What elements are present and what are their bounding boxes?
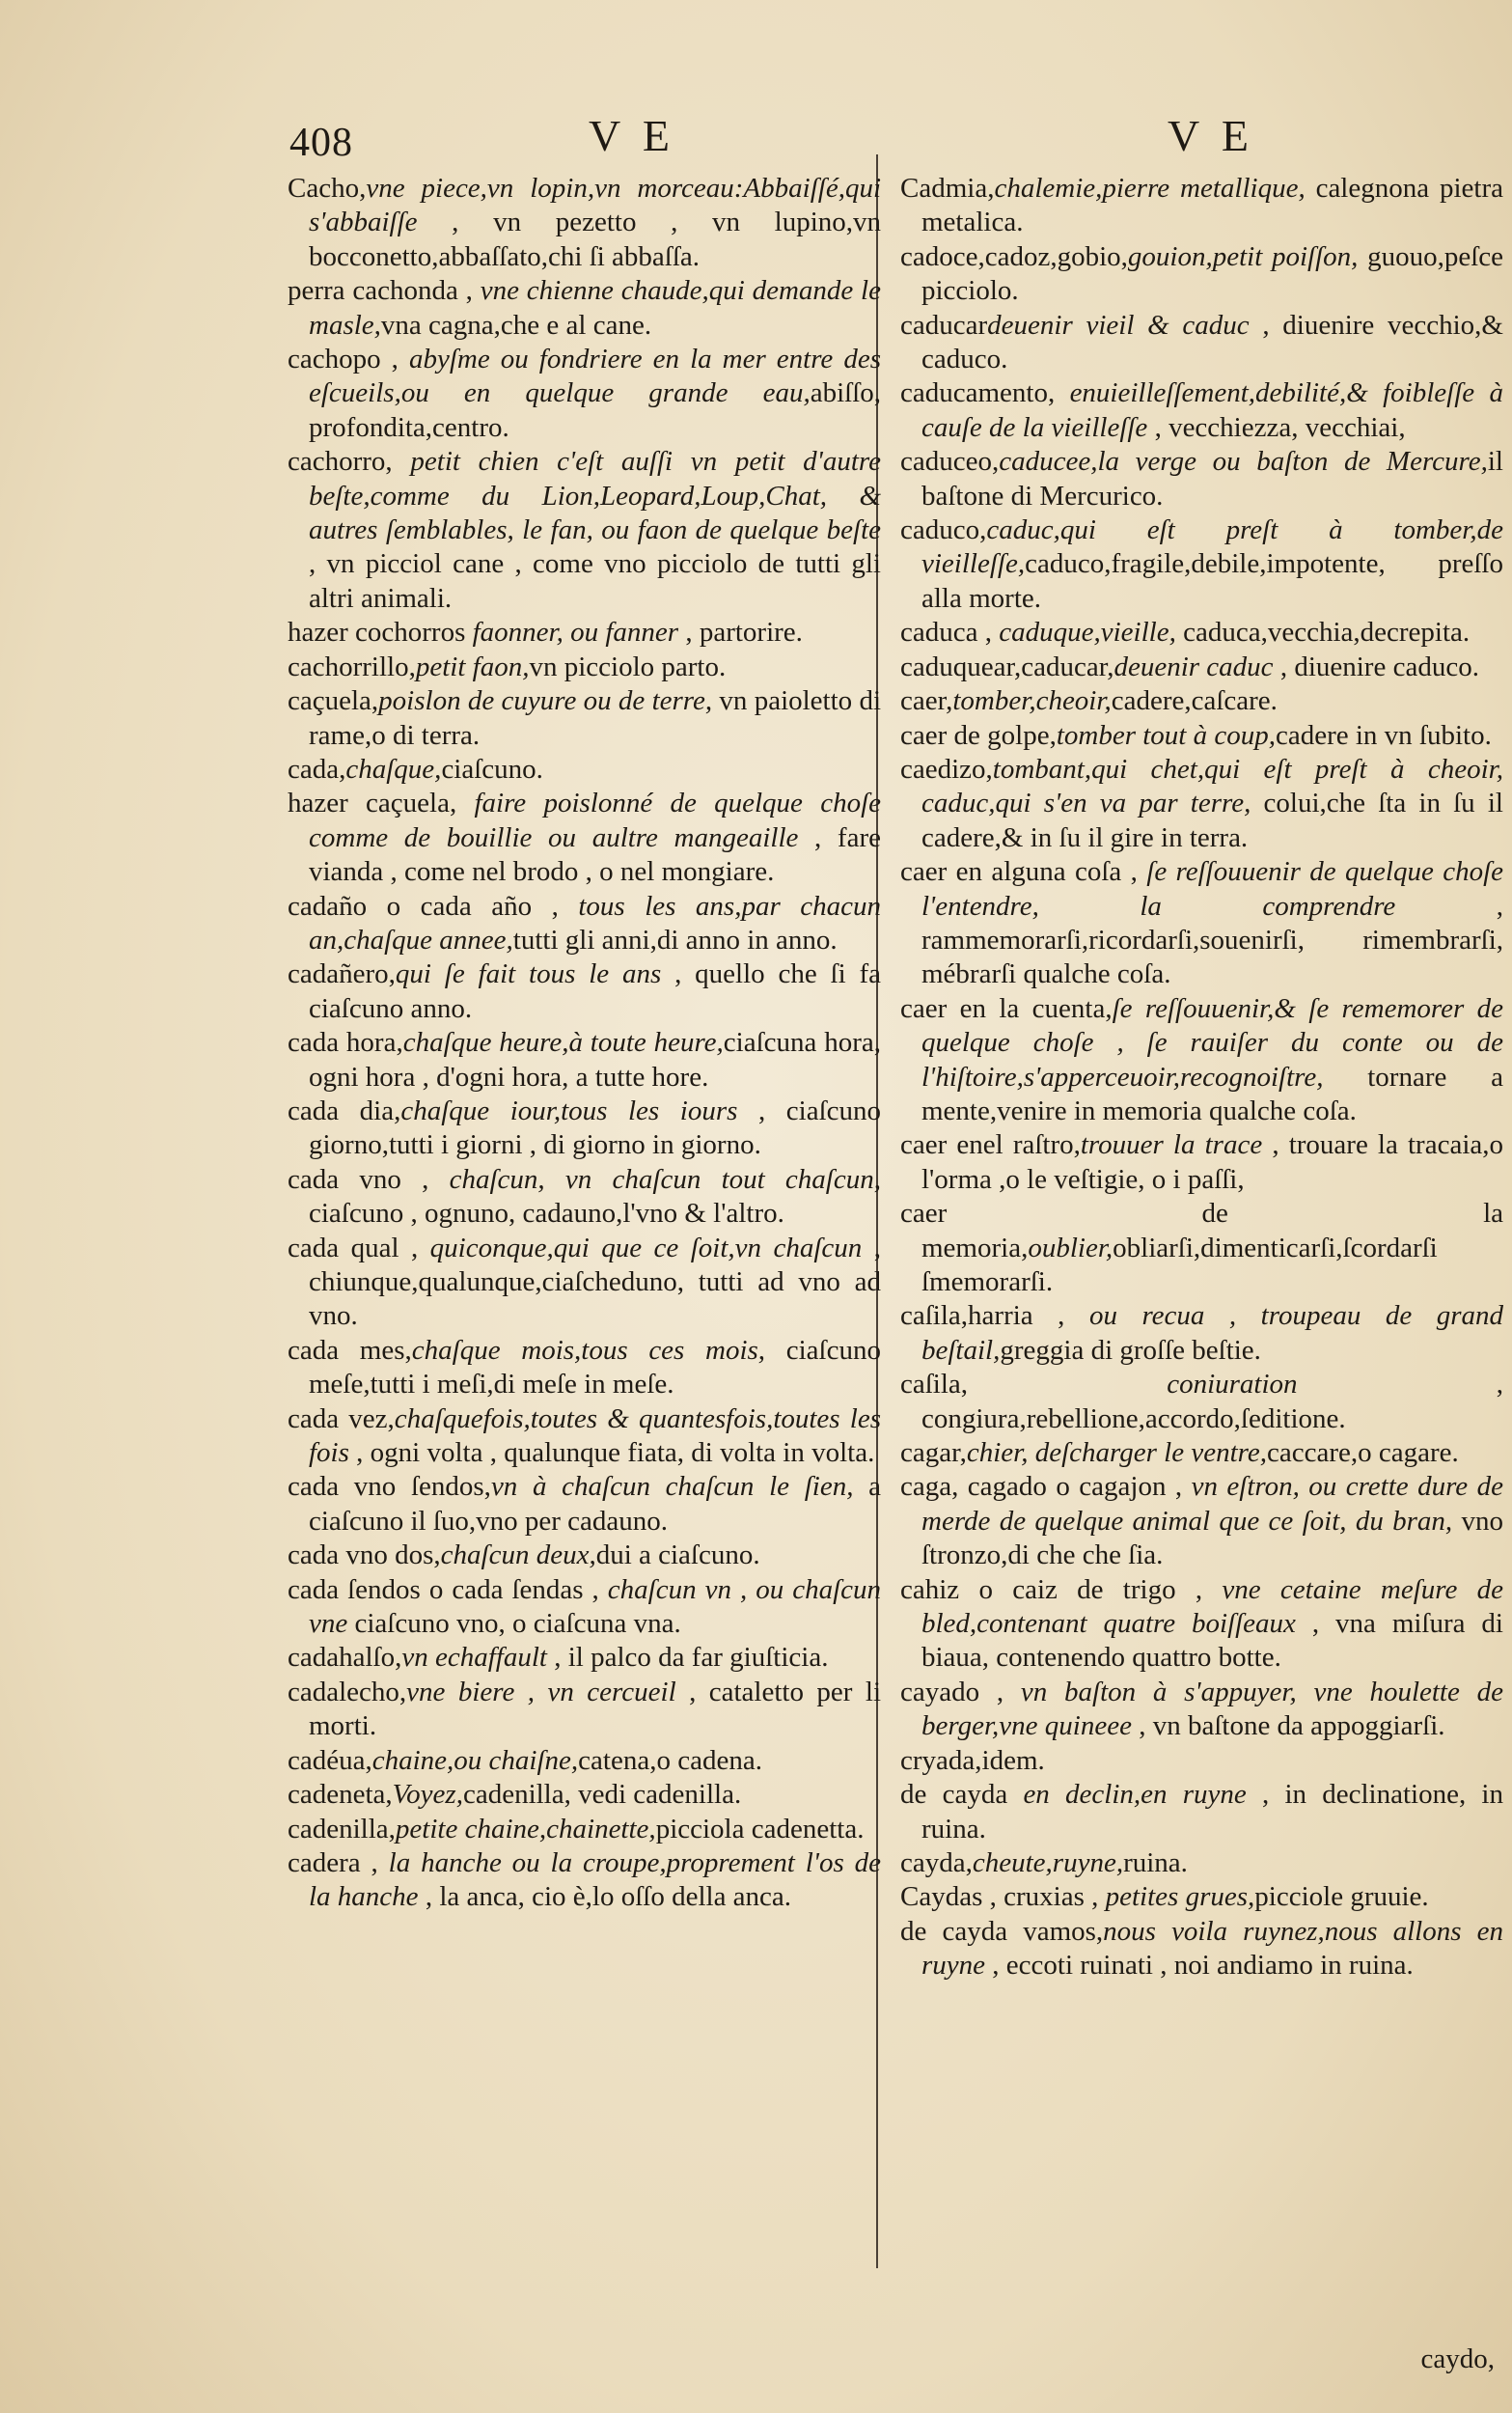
dictionary-entry — [900, 1470, 1503, 1572]
french-gloss: chaſque heure,à toute heure, — [402, 1027, 724, 1059]
french-gloss: chaſcun vn , ou chaſcun vne — [309, 1573, 881, 1640]
dictionary-entry — [288, 1334, 881, 1402]
headword: cada, — [288, 753, 346, 785]
italian-translation: , vn picciol cane , come vno picciolo de tutti gli altri animali. — [309, 548, 881, 614]
headword: Cacho, — [288, 173, 367, 204]
headword: hazer cochorros — [288, 617, 473, 649]
french-gloss: vn echaffault — [401, 1642, 547, 1674]
french-gloss: vne piece,vn lopin,vn morceau:Abbaiſſé,qui s'abbaiſſe — [309, 173, 881, 238]
dictionary-entry — [900, 445, 1503, 513]
french-gloss: vn baſton à s'appuyer, vne houlette de berger,vne quineee — [921, 1676, 1503, 1742]
italian-translation: caccare,o cagare. — [1266, 1437, 1459, 1469]
italian-translation: colui,che ſta in ſu il cadere,& in ſu il gire in terra. — [921, 788, 1503, 853]
italian-translation: , ogni volta , qualunque fiata, di volta in volta. — [348, 1437, 875, 1469]
dictionary-entry — [288, 1641, 881, 1675]
headword: caedizo, — [900, 753, 993, 785]
italian-translation: cadenilla, vedi cadenilla. — [462, 1779, 742, 1811]
italian-translation: picciola cadenetta. — [655, 1813, 865, 1844]
italian-translation: , fare vianda , come nel brodo , o nel mongiare. — [309, 821, 881, 888]
italian-translation: calegnona pietra metalica. — [921, 173, 1503, 238]
italian-translation: , vn baſtone da appoggiarſi. — [1131, 1710, 1445, 1742]
headword: caer enel raſtro, — [900, 1129, 1081, 1161]
headword: caer de golpe, — [900, 719, 1057, 751]
french-gloss: en declin,en ruyne — [1023, 1779, 1247, 1811]
italian-translation: obliarſi,dimenticarſi,ſcordarſi ſmemorarſi. — [921, 1232, 1438, 1297]
headword: caducamento, — [900, 377, 1070, 409]
dictionary-entry — [288, 753, 881, 787]
dictionary-entry — [288, 957, 881, 1026]
french-gloss: nous voila ruynez,nous allons en ruyne — [921, 1915, 1503, 1982]
headword: cadalecho, — [288, 1676, 407, 1707]
french-gloss: chaſcun, vn chaſcun tout chaſcun, — [449, 1163, 881, 1195]
headword: cadoce,cadoz,gobio, — [900, 240, 1128, 272]
headword: cada qual , — [288, 1232, 430, 1263]
italian-translation: caduco,fragile,debile,impotente, preſſo alla morte. — [921, 548, 1503, 614]
french-gloss: tomber tout à coup, — [1056, 719, 1276, 751]
french-gloss: vne cetaine meſure de bled,contenant quatre boiſſeaux — [921, 1573, 1503, 1640]
running-header-right: V E — [1168, 111, 1254, 160]
italian-translation: il baſtone di Mercurico. — [921, 446, 1503, 512]
headword: caçuela, — [288, 685, 379, 717]
italian-translation: , cataletto per li morti. — [309, 1676, 881, 1742]
french-gloss: ou recua , troupeau de grand beſtail, — [921, 1300, 1504, 1366]
headword: cadañero, — [288, 958, 396, 990]
dictionary-entry — [288, 787, 881, 889]
french-gloss: chaſque, — [345, 753, 442, 785]
right-column — [900, 172, 1503, 1983]
french-gloss: chaſque iour,tous les iours — [400, 1095, 738, 1126]
dictionary-entry — [288, 890, 881, 958]
headword: de cayda vamos, — [900, 1915, 1104, 1947]
italian-translation: vno ſtronzo,di che che ſia. — [921, 1505, 1503, 1571]
dictionary-entry — [900, 616, 1503, 650]
headword: cada ſendos o cada ſendas , — [288, 1573, 608, 1605]
headword: caer de la memoria, — [900, 1198, 1503, 1263]
page-number: 408 — [289, 121, 353, 165]
dictionary-entry — [900, 513, 1503, 616]
italian-translation: greggia di groſſe beſtie. — [1000, 1334, 1261, 1366]
headword: cada hora, — [288, 1027, 403, 1059]
french-gloss: faonner, ou fanner — [472, 617, 679, 649]
dictionary-entry — [288, 1573, 881, 1642]
italian-translation: , vn pezetto , vn lupino,vn bocconetto,abbaſſato,chi ſi abbaſſa. — [309, 207, 881, 272]
headword: cachopo , — [288, 344, 409, 375]
italian-translation: cadere,caſcare. — [1111, 685, 1278, 717]
headword: cadahalſo, — [288, 1642, 402, 1674]
dictionary-entry — [900, 1778, 1503, 1846]
headword: caducar — [900, 309, 988, 341]
french-gloss: deuenir caduc — [1113, 651, 1274, 682]
headword: cada mes, — [288, 1334, 412, 1366]
dictionary-entry — [288, 1846, 881, 1915]
italian-translation: , vna miſura di biaua, contenendo quattro botte. — [921, 1608, 1503, 1674]
dictionary-entry — [900, 1368, 1503, 1436]
dictionary-entry — [288, 651, 881, 684]
french-gloss: tomber,cheoir, — [952, 685, 1112, 717]
dictionary-entry — [900, 684, 1503, 718]
headword: caduco, — [900, 514, 987, 546]
headword: caga, cagado o cagajon , — [900, 1471, 1192, 1503]
headword: cadenilla, — [288, 1813, 396, 1844]
headword: Caydas , cruxias , — [900, 1881, 1106, 1913]
french-gloss: chalemie,pierre metallique, — [994, 173, 1306, 204]
dictionary-entry — [900, 1128, 1503, 1197]
dictionary-entry — [900, 1880, 1503, 1914]
french-gloss: oublier, — [1028, 1232, 1113, 1263]
italian-translation: ciaſcuno , ognuno, cadauno,l'vno & l'altro. — [309, 1198, 784, 1230]
headword: cachorro, — [288, 446, 411, 478]
italian-translation: tornare a mente,venire in memoria qualche coſa. — [921, 1061, 1503, 1126]
headword: cayado , — [900, 1676, 1021, 1707]
french-gloss: quiconque,qui que ce ſoit,vn chaſcun — [429, 1232, 863, 1263]
italian-translation: a ciaſcuno il ſuo,vno per cadauno. — [309, 1471, 881, 1537]
headword: perra cachonda , — [288, 275, 481, 307]
dictionary-entry — [288, 1232, 881, 1334]
italian-translation: guouo,peſce picciolo. — [921, 240, 1503, 307]
french-gloss: cheute,ruyne, — [972, 1846, 1124, 1878]
french-gloss: gouion,petit poiſſon, — [1127, 240, 1359, 272]
dictionary-entry — [288, 1095, 881, 1163]
french-gloss: tous les ans,par chacun an,chaſque annee, — [309, 890, 882, 956]
headword: cagar, — [900, 1437, 967, 1469]
italian-translation: ciaſcuno vno, o ciaſcuna vna. — [347, 1608, 681, 1640]
dictionary-entry — [900, 1436, 1503, 1470]
headword: caer en alguna coſa , — [900, 856, 1147, 888]
dictionary-entry — [288, 1163, 881, 1232]
dictionary-entry — [288, 1676, 881, 1744]
dictionary-entry — [900, 1573, 1503, 1676]
italian-translation: , quello che ſi fa ciaſcuno anno. — [309, 958, 881, 1024]
left-column — [288, 172, 881, 1915]
french-gloss: ſe reſſouuenir de quelque choſe l'entendre, la comprendre — [921, 856, 1503, 922]
dictionary-entry — [900, 1676, 1503, 1744]
french-gloss: petit chien c'eſt auſſi vn petit d'autre beſte,comme du Lion,Leopard,Loup,Chat, & autres ſemblables, le fan, ou faon de quelque beſte — [309, 446, 881, 546]
headword: caduca , — [900, 617, 1000, 649]
catchword: caydo, — [1420, 2344, 1495, 2374]
french-gloss: faire poislonné de quelque choſe comme de bouillie ou aultre mangeaille — [309, 788, 881, 853]
french-gloss: ſe reſſouuenir,& ſe rememorer de quelque choſe , ſe rauiſer du conte ou de l'hiſtoire,s'apperceuoir,recognoiſtre, — [921, 992, 1503, 1093]
headword: caduquear,caducar, — [900, 651, 1114, 682]
french-gloss: petit faon, — [415, 651, 530, 682]
italian-translation: , diuenire caduco. — [1273, 651, 1479, 682]
italian-translation: , diuenire vecchio,& caduco. — [921, 309, 1503, 375]
french-gloss: tombant,qui chet,qui eſt preſt à cheoir, caduc,qui s'en va par terre, — [921, 753, 1503, 819]
headword: cada vno dos, — [288, 1539, 441, 1571]
french-gloss: caducee,la verge ou baſton de Mercure, — [999, 446, 1488, 478]
italian-translation: , ciaſcuno giorno,tutti i giorni , di giorno in giorno. — [309, 1095, 881, 1161]
italian-translation: , in declinatione, in ruina. — [921, 1779, 1503, 1844]
headword: cryada, — [900, 1744, 982, 1776]
dictionary-entry — [288, 274, 881, 343]
running-header-left: V E — [589, 111, 675, 160]
italian-translation: dui a ciaſcuno. — [595, 1539, 760, 1571]
french-gloss: caduque,vieille, — [999, 617, 1176, 649]
french-gloss: vn à chaſcun chaſcun le ſien, — [490, 1471, 854, 1503]
french-gloss: abyſme ou fondriere en la mer entre des eſcueils,ou en quelque grande eau, — [309, 344, 881, 409]
headword: caſila, — [900, 1369, 1168, 1401]
french-gloss: vn eſtron, ou crette dure de merde de quelque animal que ce ſoit, du bran, — [921, 1471, 1503, 1537]
dictionary-entry — [288, 616, 881, 650]
headword: cadeneta, — [288, 1779, 393, 1811]
italian-translation: vna cagna,che e al cane. — [380, 309, 652, 341]
dictionary-entry — [288, 445, 881, 616]
dictionary-entry — [900, 1744, 1503, 1778]
headword: cahiz o caiz de trigo , — [900, 1573, 1223, 1605]
headword: cadéua, — [288, 1744, 372, 1776]
dictionary-entry — [900, 1915, 1503, 1983]
headword: caduceo, — [900, 446, 1000, 478]
dictionary-entry — [288, 1813, 881, 1846]
headword: cayda, — [900, 1846, 973, 1878]
french-gloss: caduc,qui eſt preſt à tomber,de vieilleſſe, — [921, 514, 1503, 580]
dictionary-entry — [900, 1846, 1503, 1880]
french-gloss: la hanche ou la croupe,proprement l'os de la hanche — [309, 1846, 881, 1913]
french-gloss: petites grues, — [1105, 1881, 1255, 1913]
italian-translation: ciaſcuna hora, ogni hora , d'ogni hora, a tutte hore. — [309, 1027, 881, 1093]
italian-translation: caduca,vecchia,decrepita. — [1175, 617, 1471, 649]
dictionary-entry — [900, 172, 1503, 240]
french-gloss: deuenir vieil & caduc — [987, 309, 1250, 341]
headword: cada dia, — [288, 1095, 401, 1126]
italian-translation: , chiunque,qualunque,ciaſcheduno, tutti ad vno ad vno. — [309, 1232, 881, 1332]
dictionary-entry — [900, 651, 1503, 684]
headword: caer, — [900, 685, 953, 717]
italian-translation: cadere in vn ſubito. — [1275, 719, 1492, 751]
headword: cada vez, — [288, 1402, 395, 1434]
italian-translation: vn paioletto di rame,o di terra. — [309, 685, 882, 751]
italian-translation: ciaſcuno. — [441, 753, 543, 785]
dictionary-entry — [288, 1026, 881, 1095]
dictionary-entry — [900, 376, 1503, 445]
headword: cada vno ſendos, — [288, 1471, 491, 1503]
dictionary-entry — [288, 1402, 881, 1471]
dictionary-entry — [288, 343, 881, 445]
headword: de cayda — [900, 1779, 1024, 1811]
dictionary-entry — [900, 992, 1503, 1129]
italian-translation: idem. — [981, 1744, 1045, 1776]
italian-translation: , la anca, cio è,lo oſſo della anca. — [418, 1881, 792, 1913]
italian-translation: ruina. — [1123, 1846, 1188, 1878]
headword: caſila,harria , — [900, 1300, 1089, 1332]
dictionary-entry — [900, 855, 1503, 992]
dictionary-entry — [900, 309, 1503, 377]
dictionary-entry — [288, 1539, 881, 1572]
headword: cachorrillo, — [288, 651, 416, 682]
italian-translation: , vecchiezza, vecchiai, — [1147, 411, 1406, 443]
headword: cadera , — [288, 1846, 389, 1878]
italian-translation: , rammemorarſi,ricordarſi,souenirſi, rimembrarſi, mébrarſi qualche coſa. — [921, 890, 1503, 990]
french-gloss: vne biere , vn cercueil — [406, 1676, 676, 1707]
french-gloss: vne chienne chaude,qui demande le masle, — [309, 275, 881, 341]
french-gloss: qui ſe fait tous le ans — [395, 958, 662, 990]
italian-translation: ciaſcuno meſe,tutti i meſi,di meſe in meſe. — [309, 1334, 881, 1401]
italian-translation: , congiura,rebellione,accordo,ſeditione. — [921, 1369, 1503, 1434]
french-gloss: petite chaine,chainette, — [395, 1813, 656, 1844]
headword: cada vno , — [288, 1163, 450, 1195]
italian-translation: , trouare la tracaia,o l'orma ,o le veſtigie, o i paſſi, — [921, 1129, 1503, 1195]
headword: hazer caçuela, — [288, 788, 475, 819]
dictionary-entry — [900, 1197, 1503, 1299]
french-gloss: trouuer la trace — [1080, 1129, 1263, 1161]
italian-translation: abiſſo, profondita,centro. — [309, 377, 881, 443]
dictionary-entry — [900, 1299, 1503, 1368]
headword: Cadmia, — [900, 173, 995, 204]
dictionary-entry — [900, 240, 1503, 309]
french-gloss: chaine,ou chaiſne, — [371, 1744, 579, 1776]
italian-translation: vn picciolo parto. — [529, 651, 727, 682]
italian-translation: , il palco da far giuſticia. — [546, 1642, 829, 1674]
french-gloss: coniuration — [1167, 1369, 1298, 1401]
italian-translation: , partorire. — [678, 617, 803, 649]
french-gloss: chaſquefois,toutes & quantesfois,toutes les fois — [309, 1402, 881, 1469]
french-gloss: poislon de cuyure ou de terre, — [378, 685, 713, 717]
dictionary-entry — [900, 719, 1503, 753]
french-gloss: Voyez, — [392, 1779, 463, 1811]
dictionary-entry — [288, 1778, 881, 1812]
italian-translation: picciole gruuie. — [1254, 1881, 1429, 1913]
dictionary-entry — [288, 684, 881, 753]
dictionary-entry — [288, 1470, 881, 1539]
french-gloss: chier, deſcharger le ventre, — [966, 1437, 1267, 1469]
dictionary-entry — [288, 172, 881, 274]
dictionary-entry — [900, 753, 1503, 855]
french-gloss: enuieilleſſement,debilité,& foibleſſe à cauſe de la vieilleſſe — [921, 377, 1503, 443]
dictionary-entry — [288, 1744, 881, 1778]
italian-translation: catena,o cadena. — [578, 1744, 762, 1776]
french-gloss: chaſcun deux, — [440, 1539, 596, 1571]
headword: cadaño o cada año , — [288, 890, 579, 922]
headword: caer en la cuenta, — [900, 992, 1113, 1024]
french-gloss: chaſque mois,tous ces mois, — [411, 1334, 766, 1366]
italian-translation: tutti gli anni,di anno in anno. — [512, 924, 838, 956]
italian-translation: , eccoti ruinati , noi andiamo in ruina. — [985, 1950, 1414, 1982]
